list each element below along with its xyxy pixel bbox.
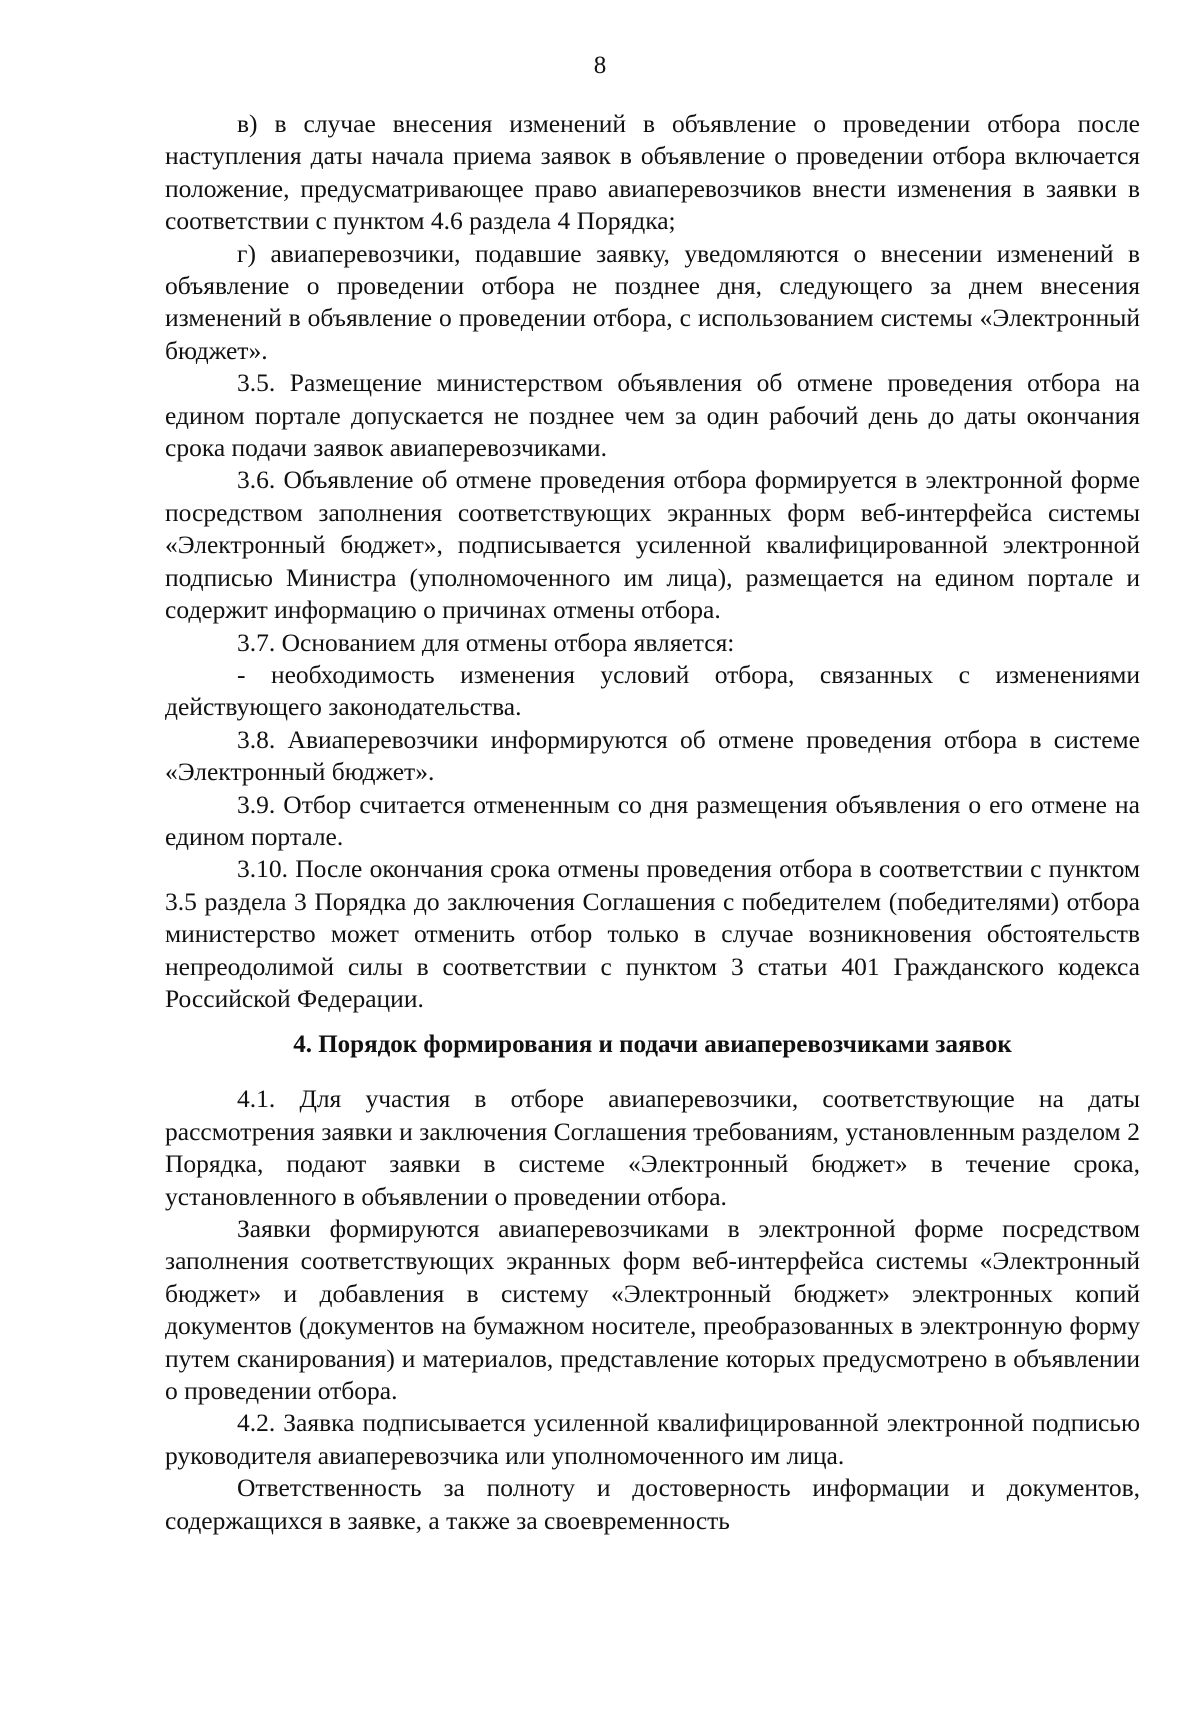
page-number: 8 <box>593 52 607 79</box>
paragraph-3-9: 3.9. Отбор считается отмененным со дня размещения объявления о его отмене на едином портале. <box>165 789 1140 851</box>
section-heading: 4. Порядок формирования и подачи авиаперевозчиками заявок <box>293 1031 1012 1059</box>
paragraph-3-4-v: в) в случае внесения изменений в объявление о проведении отбора после наступления даты начала приема заявок в объявление о проведении отбора включается положение, предусматривающее право авиаперевозчиков внести изменения в заявки в соответствии с пунктом 4.6 раздела 4 Порядка; <box>165 109 1140 236</box>
paragraph-4-1: 4.1. Для участия в отборе авиаперевозчики, соответствующие на даты рассмотрения заявки и заключения Соглашения требованиям, установленным разделом 2 Порядка, подают заявки в системе «Электронный бюджет» в течение срока, установленного в объявлении о проведении отбора. <box>165 1084 1140 1211</box>
paragraph-4-2: 4.2. Заявка подписывается усиленной квалифицированной электронной подписью руководителя авиаперевозчика или уполномоченного им лица. <box>165 1408 1140 1470</box>
paragraph-3-10: 3.10. После окончания срока отмены проведения отбора в соответствии с пунктом 3.5 раздела 3 Порядка до заключения Соглашения с победителем (победителями) отбора министерство может отменить отбор только в случае возникновения обстоятельств непреодолимой силы в соответствии с пунктом 3 статьи 401 Гражданского кодекса Российской Федерации. <box>165 854 1140 1013</box>
paragraph-3-7: 3.7. Основанием для отмены отбора является: <box>237 627 735 657</box>
document-body <box>165 108 1140 1537</box>
paragraph-3-7-item: - необходимость изменения условий отбора, связанных с изменениями действующего законодательства. <box>165 659 1140 722</box>
paragraph-3-4-g: г) авиаперевозчики, подавшие заявку, уведомляются о внесении изменений в объявление о проведении отбора не позднее дня, следующего за днем внесения изменений в объявление о проведении отбора, с использованием системы «Электронный бюджет». <box>165 238 1140 365</box>
paragraph-3-8: 3.8. Авиаперевозчики информируются об отмене проведения отбора в системе «Электронный бюджет». <box>165 724 1140 787</box>
paragraph-3-6: 3.6. Объявление об отмене проведения отбора формируется в электронной форме посредством заполнения соответствующих экранных форм веб-интерфейса системы «Электронный бюджет», подписывается усиленной квалифицированной электронной подписью Министра (уполномоченного им лица), размещается на едином портале и содержит информацию о причинах отмены отбора. <box>165 465 1140 625</box>
paragraph-4-1-applications: Заявки формируются авиаперевозчиками в электронной форме посредством заполнения соответствующих экранных форм веб-интерфейса системы «Электронный бюджет» и добавления в систему «Электронный бюджет» электронных копий документов (документов на бумажном носителе, преобразованных в электронную форму путем сканирования) и материалов, представление которых предусмотрено в объявлении о проведении отбора. <box>165 1214 1140 1406</box>
paragraph-3-5: 3.5. Размещение министерством объявления об отмене проведения отбора на едином портале допускается не позднее чем за один рабочий день до даты окончания срока подачи заявок авиаперевозчиками. <box>165 368 1140 463</box>
paragraph-4-2-responsibility: Ответственность за полноту и достоверность информации и документов, содержащихся в заявке, а также за своевременность <box>165 1473 1140 1535</box>
